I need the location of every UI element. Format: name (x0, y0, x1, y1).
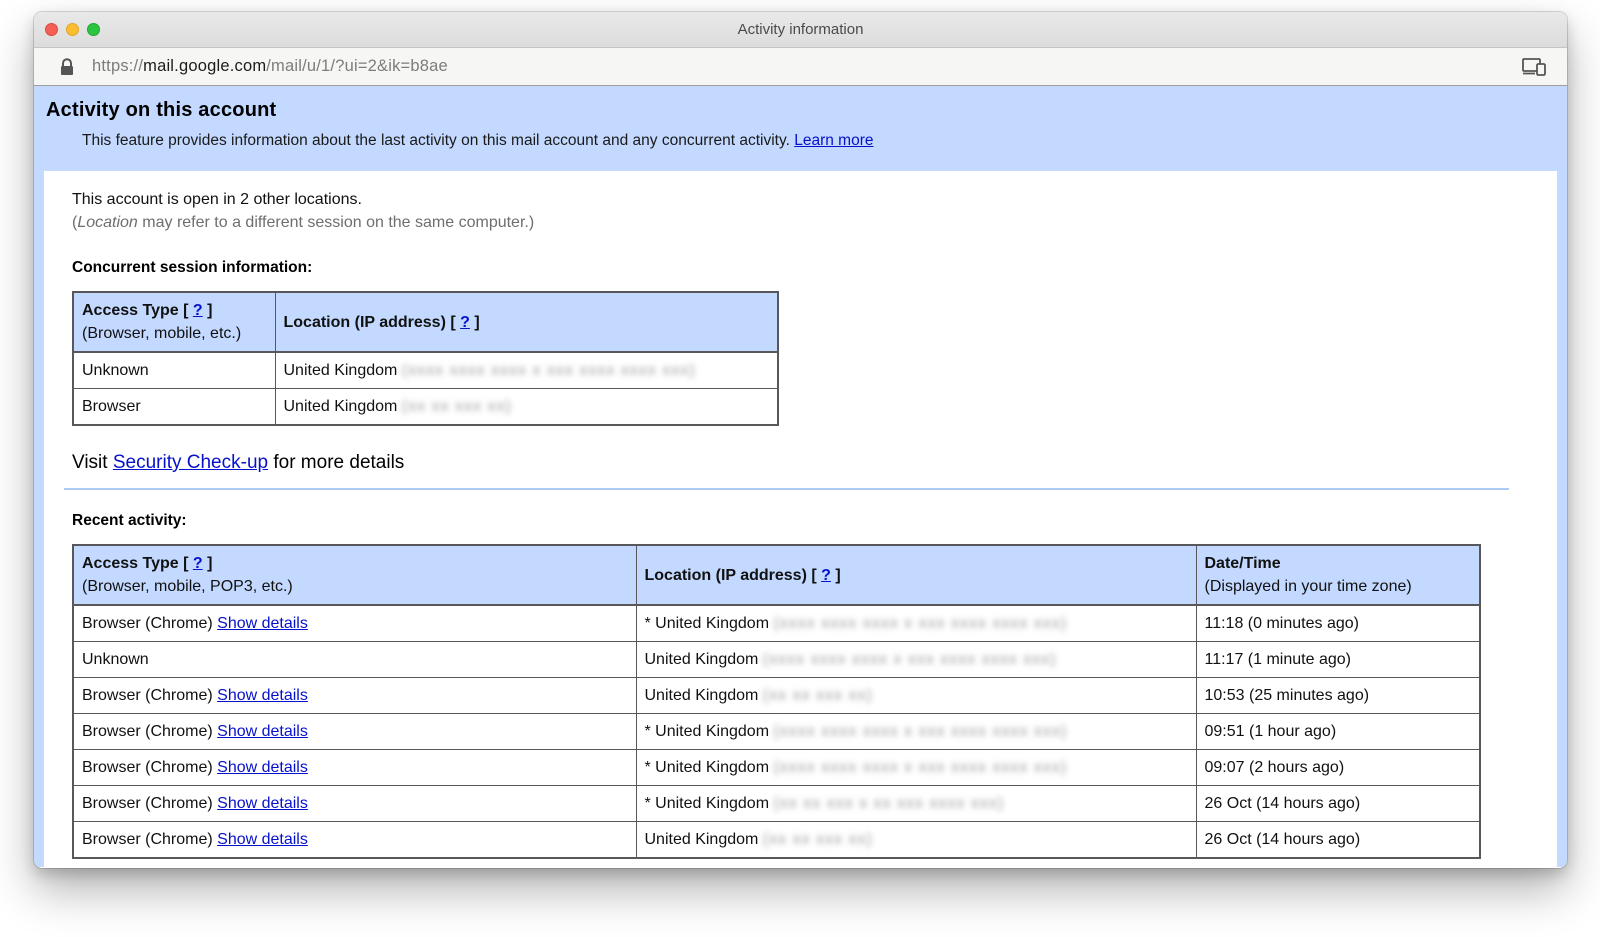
activity-row (73, 605, 1480, 642)
datetime-cell: 09:51 (1 hour ago) (1196, 714, 1480, 750)
show-details-link[interactable]: Show details (217, 795, 308, 812)
show-details-link[interactable]: Show details (217, 615, 308, 632)
activity-row (73, 678, 1480, 714)
concurrent-session-label: Concurrent session information: (72, 259, 313, 276)
datetime-cell: 11:18 (0 minutes ago) (1196, 605, 1480, 642)
location-cell: United Kingdom (xx xx xxx xx) (275, 389, 778, 426)
learn-more-link[interactable]: Learn more (794, 132, 874, 149)
access-type-cell: Browser (Chrome) Show details (73, 605, 636, 642)
concurrent-header-row (73, 292, 778, 352)
access-type-cell: Browser (Chrome) Show details (73, 714, 636, 750)
concurrent-session-table (72, 291, 779, 426)
location-italic: Location (77, 214, 138, 231)
blurred-ip: (xxxx xxxx xxxx x xxx xxxx xxxx xxx) (762, 651, 1057, 668)
location-cell: * United Kingdom (xxxx xxxx xxxx x xxx xxxx xxxx xxx) (636, 605, 1196, 642)
access-type-cell: Browser (Chrome) Show details (73, 786, 636, 822)
location-cell: United Kingdom (xx xx xxx xx) (636, 678, 1196, 714)
access-type-help-link[interactable]: ? (192, 555, 203, 572)
location-cell: * United Kingdom (xx xx xxx x xx xxx xxxx xxx) (636, 786, 1196, 822)
concurrent-access-type-subheader: (Browser, mobile, etc.) (82, 325, 242, 342)
location-help-link[interactable]: ? (821, 566, 831, 584)
url-path: /mail/u/1/?ui=2&ik=b8ae (266, 57, 448, 75)
blurred-ip: (xxxx xxxx xxxx x xxx xxxx xxxx xxx) (401, 362, 696, 379)
recent-activity-table (72, 544, 1481, 859)
blurred-ip: (xx xx xxx xx) (762, 831, 873, 848)
datetime-cell: 09:07 (2 hours ago) (1196, 750, 1480, 786)
datetime-cell: 11:17 (1 minute ago) (1196, 642, 1480, 678)
activity-row (73, 714, 1480, 750)
access-type-cell: Browser (Chrome) Show details (73, 822, 636, 859)
concurrent-session-row (73, 389, 778, 426)
recent-datetime-header: Date/Time (Displayed in your time zone) (1196, 545, 1480, 605)
activity-row (73, 822, 1480, 859)
access-type-cell: Unknown (73, 352, 275, 389)
activity-page (34, 86, 1567, 867)
recent-activity-label: Recent activity: (72, 512, 187, 529)
datetime-cell: 26 Oct (14 hours ago) (1196, 786, 1480, 822)
recent-location-header: Location (IP address) [ ? ] (636, 545, 1196, 605)
browser-window (34, 12, 1567, 868)
recent-access-type-subheader: (Browser, mobile, POP3, etc.) (82, 578, 293, 595)
recent-header-row (73, 545, 1480, 605)
blurred-ip: (xx xx xxx xx) (762, 687, 873, 704)
url-bar[interactable] (34, 48, 1567, 86)
url-text[interactable] (92, 57, 1509, 76)
location-cell: United Kingdom (xx xx xxx xx) (636, 822, 1196, 859)
access-type-cell: Unknown (73, 642, 636, 678)
location-note-text: (Location may refer to a different session on the same computer.) (72, 214, 535, 231)
concurrent-location-header: Location (IP address) [ ? ] (275, 292, 778, 352)
location-cell: United Kingdom (xxxx xxxx xxxx x xxx xxxx xxxx xxx) (636, 642, 1196, 678)
show-details-link[interactable]: Show details (217, 723, 308, 740)
concurrent-access-type-header: Access Type [ ? ] (Browser, mobile, etc.) (73, 292, 275, 352)
access-type-cell: Browser (Chrome) Show details (73, 678, 636, 714)
access-type-help-link[interactable]: ? (192, 302, 203, 319)
datetime-cell: 26 Oct (14 hours ago) (1196, 822, 1480, 859)
activity-row (73, 750, 1480, 786)
blurred-ip: (xxxx xxxx xxxx x xxx xxxx xxxx xxx) (773, 615, 1068, 632)
location-cell: * United Kingdom (xxxx xxxx xxxx x xxx xxxx xxxx xxx) (636, 750, 1196, 786)
url-domain: mail.google.com (143, 57, 267, 75)
location-cell: * United Kingdom (xxxx xxxx xxxx x xxx xxxx xxxx xxx) (636, 714, 1196, 750)
window-titlebar[interactable] (34, 12, 1567, 48)
location-cell: United Kingdom (xxxx xxxx xxxx x xxx xxxx xxxx xxx) (275, 352, 778, 389)
url-scheme: https:// (92, 57, 144, 75)
activity-header (34, 86, 1567, 171)
concurrent-session-row (73, 352, 778, 389)
access-type-cell: Browser (73, 389, 275, 426)
activity-row (73, 642, 1480, 678)
page-description (82, 132, 1555, 150)
blurred-ip: (xxxx xxxx xxxx x xxx xxxx xxxx xxx) (773, 723, 1068, 740)
datetime-cell: 10:53 (25 minutes ago) (1196, 678, 1480, 714)
recent-datetime-subheader: (Displayed in your time zone) (1204, 578, 1412, 595)
blurred-ip: (xx xx xxx xx) (401, 398, 512, 415)
show-details-link[interactable]: Show details (217, 759, 308, 776)
show-details-link[interactable]: Show details (217, 687, 308, 704)
window-title: Activity information (737, 21, 864, 38)
blurred-ip: (xxxx xxxx xxxx x xxx xxxx xxxx xxx) (773, 759, 1068, 776)
activity-body (44, 171, 1557, 867)
description-text: This feature provides information about the last activity on this mail account and any concurrent activity. (82, 132, 790, 149)
blurred-ip: (xx xx xxx x xx xxx xxxx xxx) (773, 795, 1005, 812)
location-help-link[interactable]: ? (460, 313, 470, 331)
access-type-cell: Browser (Chrome) Show details (73, 750, 636, 786)
security-checkup-line: Visit Security Check-up for more details (72, 452, 405, 473)
show-details-link[interactable]: Show details (217, 831, 308, 848)
open-on-device-icon[interactable] (1521, 57, 1547, 77)
page-title: Activity on this account (46, 99, 277, 121)
open-locations-text: This account is open in 2 other locations. (72, 191, 362, 208)
activity-row (73, 786, 1480, 822)
recent-access-type-header: Access Type [ ? ] (Browser, mobile, POP3, etc.) (73, 545, 636, 605)
lock-icon (60, 58, 74, 76)
security-checkup-link[interactable]: Security Check-up (112, 452, 269, 473)
section-divider (64, 488, 1509, 490)
